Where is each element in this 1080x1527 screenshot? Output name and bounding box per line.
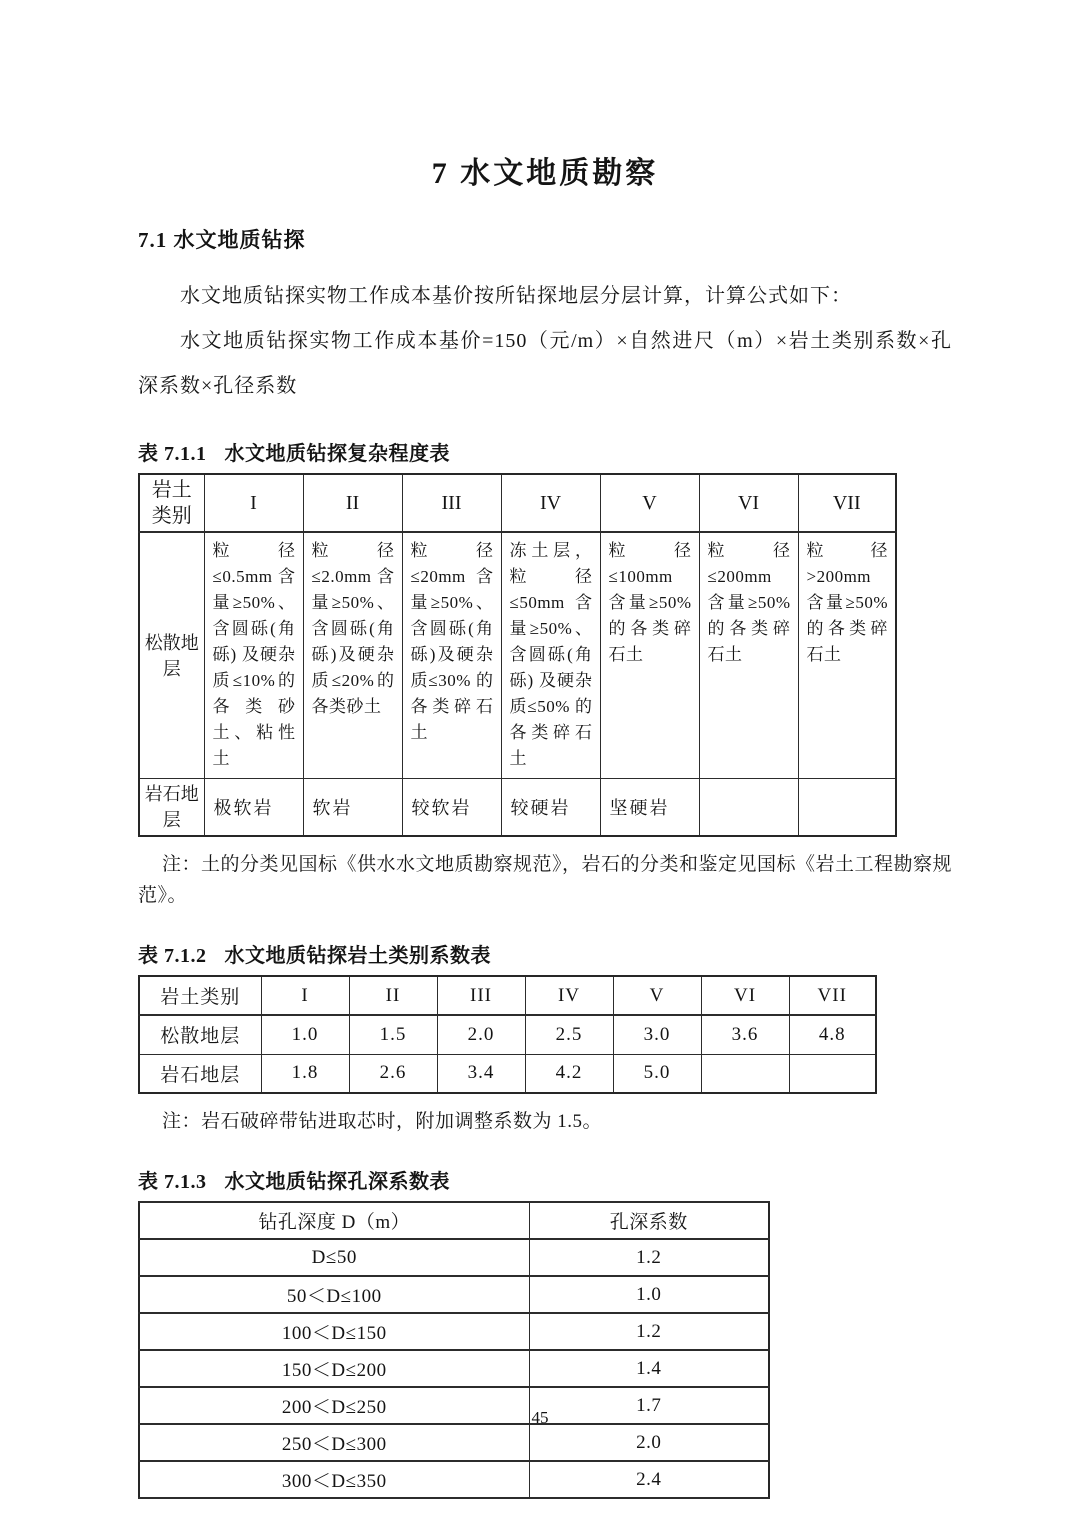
column-header: I [204, 474, 303, 532]
table-cell: 50＜D≤100 [139, 1276, 529, 1313]
table1-caption-label: 表 7.1.1 [138, 443, 207, 465]
table-cell: 200＜D≤250 [139, 1387, 529, 1424]
table-cell: 粒径≤0.5mm 含量≥50%、含圆砾(角砾) 及硬杂质≤10%的各类砂土、粘性土 [204, 532, 303, 779]
table-row [139, 1054, 876, 1093]
row-header: 岩石地层 [139, 779, 204, 837]
table-row [139, 1015, 876, 1054]
row-header: 岩石地层 [139, 1054, 261, 1093]
table3-caption [138, 1165, 952, 1194]
table-header-row [139, 474, 896, 532]
table2-caption-title: 水文地质钻探岩土类别系数表 [224, 945, 491, 967]
table-cell: 3.4 [437, 1054, 525, 1093]
column-header: II [349, 976, 437, 1015]
table-row [139, 1313, 769, 1350]
table1-note: 注：土的分类见国标《供水水文地质勘察规范》，岩石的分类和鉴定见国标《岩土工程勘察规范》。 [138, 854, 953, 906]
table-row [139, 532, 896, 779]
table-row [139, 1239, 769, 1276]
column-header: VI [699, 474, 798, 532]
table-cell: 2.0 [529, 1424, 769, 1461]
table2-note: 注：岩石破碎带钻进取芯时，附加调整系数为 1.5。 [162, 1111, 603, 1132]
table-cell [699, 779, 798, 837]
table2-caption-label: 表 7.1.2 [138, 945, 207, 967]
row-header: 松散地层 [139, 1015, 261, 1054]
table-row [139, 1350, 769, 1387]
table-cell: 2.0 [437, 1015, 525, 1054]
table-cell: 较软岩 [402, 779, 501, 837]
column-header: IV [501, 474, 600, 532]
table-cell: 1.4 [529, 1350, 769, 1387]
column-header: V [613, 976, 701, 1015]
table-cell: 3.6 [701, 1015, 789, 1054]
table-cell: D≤50 [139, 1239, 529, 1276]
column-header: I [261, 976, 349, 1015]
table-header-row [139, 1202, 769, 1239]
table-cell: 3.0 [613, 1015, 701, 1054]
column-header: VI [701, 976, 789, 1015]
table-cell: 粒径≤20mm 含量≥50%、含圆砾(角砾)及硬杂质≤30% 的各类碎石土 [402, 532, 501, 779]
table-cell: 1.2 [529, 1313, 769, 1350]
table-cell: 1.5 [349, 1015, 437, 1054]
table-cell: 1.2 [529, 1239, 769, 1276]
table-cell: 100＜D≤150 [139, 1313, 529, 1350]
table-cell: 粒径≤100mm 含量≥50%的各类碎石土 [600, 532, 699, 779]
table-cell: 极软岩 [204, 779, 303, 837]
table-cell: 5.0 [613, 1054, 701, 1093]
page-title: 7 水文地质勘察 [431, 157, 659, 190]
table2-caption [138, 939, 952, 968]
row-header: 松散地层 [139, 532, 204, 779]
column-header: III [437, 976, 525, 1015]
table3-caption-label: 表 7.1.3 [138, 1171, 207, 1193]
table-row [139, 1461, 769, 1498]
page-number: 45 [531, 1408, 549, 1427]
table-cell: 粒径≤2.0mm 含量≥50%、含圆砾(角砾)及硬杂质≤20%的各类砂土 [303, 532, 402, 779]
paragraph-formula: 水文地质钻探实物工作成本基价=150（元/m）×自然进尺（m）×岩土类别系数×孔深系数×孔径系数 [138, 330, 952, 397]
table-cell: 2.4 [529, 1461, 769, 1498]
table-cell: 坚硬岩 [600, 779, 699, 837]
column-header: II [303, 474, 402, 532]
table-cell: 粒径≤200mm 含量≥50%的各类碎石土 [699, 532, 798, 779]
table-cell: 150＜D≤200 [139, 1350, 529, 1387]
table-cell: 250＜D≤300 [139, 1424, 529, 1461]
table-cell: 300＜D≤350 [139, 1461, 529, 1498]
column-header: 钻孔深度 D（m） [139, 1202, 529, 1239]
table-cell: 1.0 [261, 1015, 349, 1054]
table-cell [798, 779, 896, 837]
coefficient-table [138, 975, 877, 1094]
table-cell: 粒径>200mm 含量≥50%的各类碎石土 [798, 532, 896, 779]
table-cell: 2.5 [525, 1015, 613, 1054]
table-cell: 较硬岩 [501, 779, 600, 837]
column-header: III [402, 474, 501, 532]
table-row [139, 779, 896, 837]
table-cell: 1.7 [529, 1387, 769, 1424]
column-header: 孔深系数 [529, 1202, 769, 1239]
depth-coefficient-table [138, 1201, 770, 1499]
table-cell: 4.2 [525, 1054, 613, 1093]
paragraph-intro: 水文地质钻探实物工作成本基价按所钻探地层分层计算，计算公式如下： [180, 285, 852, 307]
table1-caption [138, 437, 952, 466]
table-cell: 软岩 [303, 779, 402, 837]
table-header-row [139, 976, 876, 1015]
column-header: V [600, 474, 699, 532]
table-row [139, 1276, 769, 1313]
table-cell: 冻土层，粒径≤50mm 含量≥50%、含圆砾(角砾) 及硬杂质≤50% 的各类碎石土 [501, 532, 600, 779]
table-row [139, 1424, 769, 1461]
table1-caption-title: 水文地质钻探复杂程度表 [224, 443, 450, 465]
column-header: VII [798, 474, 896, 532]
table-cell: 4.8 [789, 1015, 876, 1054]
corner-header-cell: 岩土类别 [139, 474, 204, 532]
corner-header-cell: 岩土类别 [139, 976, 261, 1015]
table-cell: 2.6 [349, 1054, 437, 1093]
table-cell: 1.0 [529, 1276, 769, 1313]
table3-caption-title: 水文地质钻探孔深系数表 [224, 1171, 450, 1193]
complexity-table [138, 473, 897, 837]
table-cell: 1.8 [261, 1054, 349, 1093]
table-cell [789, 1054, 876, 1093]
column-header: VII [789, 976, 876, 1015]
table-cell [701, 1054, 789, 1093]
section-heading: 7.1 水文地质钻探 [138, 228, 306, 252]
column-header: IV [525, 976, 613, 1015]
